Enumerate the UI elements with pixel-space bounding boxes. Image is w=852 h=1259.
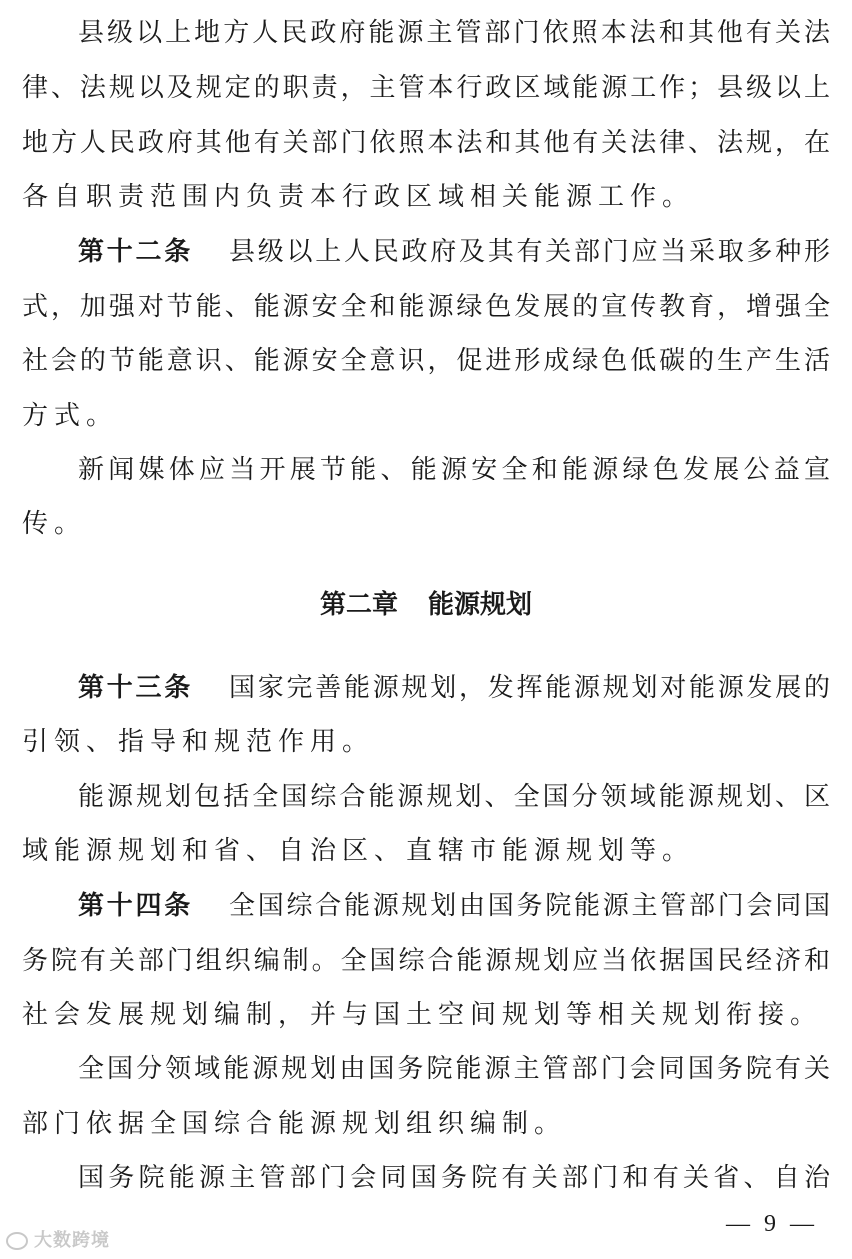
article-13-text: 国家完善能源规划，发挥能源规划对能源发展的 bbox=[229, 673, 830, 703]
paragraph-line: 县级以上地方人民政府能源主管部门依照本法和其他有关法 bbox=[78, 18, 830, 48]
paragraph-line: 社会的节能意识、能源安全意识，促进形成绿色低碳的生产生活 bbox=[22, 346, 830, 376]
paragraph-line: 式，加强对节能、能源安全和能源绿色发展的宣传教育，增强全 bbox=[22, 292, 830, 322]
article-13-label: 第十三条 bbox=[78, 673, 193, 703]
chapter-number: 第二章 bbox=[319, 590, 398, 620]
watermark-logo-icon bbox=[6, 1232, 28, 1250]
paragraph-line: 域能源规划和省、自治区、直辖市能源规划等。 bbox=[22, 836, 695, 866]
watermark-text: 大数跨境 bbox=[34, 1230, 110, 1251]
paragraph-line: 全国分领域能源规划由国务院能源主管部门会同国务院有关 bbox=[78, 1054, 830, 1084]
watermark bbox=[6, 1228, 110, 1254]
article-14-label: 第十四条 bbox=[78, 891, 193, 921]
article-13-first-line bbox=[22, 661, 830, 715]
paragraph-line: 能源规划包括全国综合能源规划、全国分领域能源规划、区 bbox=[78, 782, 830, 812]
article-14-first-line bbox=[22, 879, 830, 933]
paragraph-line: 部门依据全国综合能源规划组织编制。 bbox=[22, 1109, 567, 1139]
article-14-text: 全国综合能源规划由国务院能源主管部门会同国 bbox=[229, 891, 830, 921]
paragraph-line: 务院有关部门组织编制。全国综合能源规划应当依据国民经济和 bbox=[22, 946, 830, 976]
paragraph-line: 地方人民政府其他有关部门依照本法和其他有关法律、法规，在 bbox=[22, 128, 830, 158]
paragraph-line: 律、法规以及规定的职责，主管本行政区域能源工作；县级以上 bbox=[22, 73, 830, 103]
article-12-label: 第十二条 bbox=[78, 237, 193, 267]
page-number: — 9 — bbox=[726, 1211, 818, 1237]
paragraph-line: 国务院能源主管部门会同国务院有关部门和有关省、自治 bbox=[78, 1163, 830, 1193]
paragraph-line: 传。 bbox=[22, 509, 87, 539]
chapter-title: 能源规划 bbox=[428, 590, 533, 620]
chapter-heading bbox=[22, 578, 830, 632]
paragraph-line: 方式。 bbox=[22, 401, 119, 431]
article-12-text: 县级以上人民政府及其有关部门应当采取多种形 bbox=[229, 237, 830, 267]
paragraph-line: 社会发展规划编制，并与国土空间规划等相关规划衔接。 bbox=[22, 1000, 823, 1030]
paragraph-line: 新闻媒体应当开展节能、能源安全和能源绿色发展公益宣 bbox=[78, 455, 830, 485]
paragraph-line: 各自职责范围内负责本行政区域相关能源工作。 bbox=[22, 182, 695, 212]
paragraph-line: 引领、指导和规范作用。 bbox=[22, 727, 375, 757]
article-12-first-line bbox=[22, 225, 830, 279]
